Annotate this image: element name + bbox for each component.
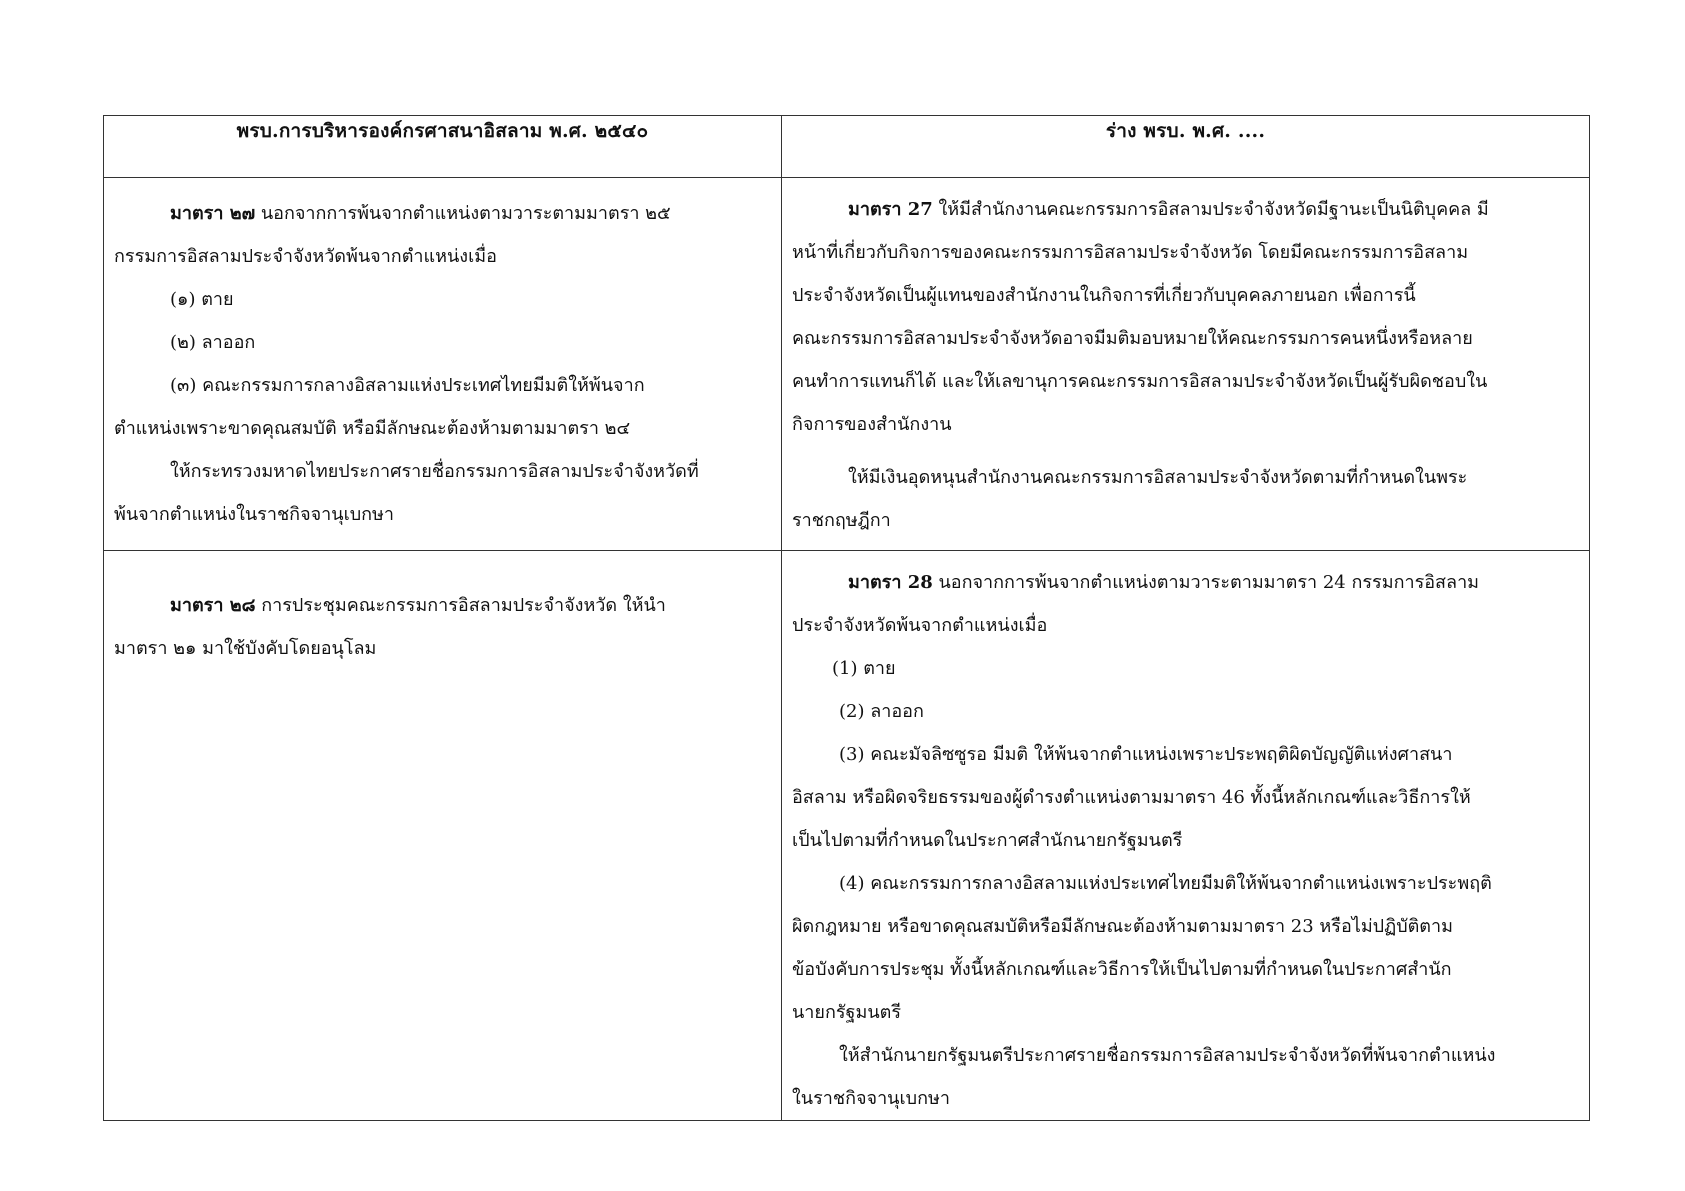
section-27-new-line6: กิจการของสำนักงาน xyxy=(792,414,952,435)
item-3-line3: เป็นไปตามที่กำหนดในประกาศสำนักนายกรัฐมนตรี xyxy=(792,830,1183,851)
paragraph-2-line1: ให้มีเงินอุดหนุนสำนักงานคณะกรรมการอิสลามประจำจังหวัดตามที่กำหนดในพระ xyxy=(848,467,1468,488)
table-row xyxy=(104,178,1590,551)
section-27-new-line5: คนทำการแทนก็ได้ และให้เลขานุการคณะกรรมการอิสลามประจำจังหวัดเป็นผู้รับผิดชอบใน xyxy=(792,371,1488,392)
section-28-old-line2: มาตรา ๒๑ มาใช้บังคับโดยอนุโลม xyxy=(114,638,377,659)
section-28-old-line1 xyxy=(114,584,771,627)
item-2-line: (2) ลาออก xyxy=(839,701,924,722)
comparison-table xyxy=(103,115,1590,1121)
section-27-old-line1 xyxy=(114,192,771,235)
table-header-row xyxy=(104,116,1590,178)
section-label: มาตรา ๒๗ xyxy=(170,203,256,224)
row1-left-cell xyxy=(104,178,782,551)
row1-right-cell xyxy=(782,178,1590,551)
item-2-line: (๒) ลาออก xyxy=(170,332,256,353)
header-left: พรบ.การบริหารองค์กรศาสนาอิสลาม พ.ศ. ๒๕๔๐ xyxy=(104,116,782,178)
item-1-line: (๑) ตาย xyxy=(170,289,234,310)
section-27-old-line2: กรรมการอิสลามประจำจังหวัดพ้นจากตำแหน่งเมื่อ xyxy=(114,246,497,267)
item-4-line2: ผิดกฎหมาย หรือขาดคุณสมบัติหรือมีลักษณะต้องห้ามตามมาตรา 23 หรือไม่ปฏิบัติตาม xyxy=(792,916,1453,937)
section-28-new-line1 xyxy=(792,561,1579,604)
paragraph-2-line1: ให้กระทรวงมหาดไทยประกาศรายชื่อกรรมการอิสลามประจำจังหวัดที่ xyxy=(170,461,699,482)
item-4-line3: ข้อบังคับการประชุม ทั้งนี้หลักเกณฑ์และวิธีการให้เป็นไปตามที่กำหนดในประกาศสำนัก xyxy=(792,959,1452,980)
item-3-line2: ตำแหน่งเพราะขาดคุณสมบัติ หรือมีลักษณะต้องห้ามตามมาตรา ๒๔ xyxy=(114,418,631,439)
section-28-new-line2: ประจำจังหวัดพ้นจากตำแหน่งเมื่อ xyxy=(792,615,1048,636)
paragraph-gap xyxy=(792,446,1579,456)
paragraph-2-line2: ในราชกิจจานุเบกษา xyxy=(792,1088,950,1109)
paragraph-2-line2: ราชกฤษฎีกา xyxy=(792,510,891,531)
row2-right-cell xyxy=(782,551,1590,1121)
section-text: นอกจากการพ้นจากตำแหน่งตามวาระตามมาตรา ๒๕ xyxy=(255,203,671,224)
section-label: มาตรา 28 xyxy=(848,572,933,593)
item-4-line1: (4) คณะกรรมการกลางอิสลามแห่งประเทศไทยมีมติให้พ้นจากตำแหน่งเพราะประพฤติ xyxy=(839,873,1492,894)
item-4-line4: นายกรัฐมนตรี xyxy=(792,1002,901,1023)
section-text: การประชุมคณะกรรมการอิสลามประจำจังหวัด ให้นำ xyxy=(255,595,666,616)
row2-left-cell xyxy=(104,551,782,1121)
section-27-new-line4: คณะกรรมการอิสลามประจำจังหวัดอาจมีมติมอบหมายให้คณะกรรมการคนหนึ่งหรือหลาย xyxy=(792,328,1473,349)
section-label: มาตรา ๒๘ xyxy=(170,595,256,616)
section-27-new-line1 xyxy=(792,188,1579,231)
item-3-line2: อิสลาม หรือผิดจริยธรรมของผู้ดำรงตำแหน่งตามมาตรา 46 ทั้งนี้หลักเกณฑ์และวิธีการให้ xyxy=(792,787,1471,808)
section-text: ให้มีสำนักงานคณะกรรมการอิสลามประจำจังหวัดมีฐานะเป็นนิติบุคคล มี xyxy=(932,199,1489,220)
item-3-line1: (๓) คณะกรรมการกลางอิสลามแห่งประเทศไทยมีมติให้พ้นจาก xyxy=(170,375,645,396)
header-right: ร่าง พรบ. พ.ศ. .... xyxy=(782,116,1590,178)
item-1-line: (1) ตาย xyxy=(832,658,896,679)
section-label: มาตรา 27 xyxy=(848,199,933,220)
section-27-new-line3: ประจำจังหวัดเป็นผู้แทนของสำนักงานในกิจการที่เกี่ยวกับบุคคลภายนอก เพื่อการนี้ xyxy=(792,285,1416,306)
section-text: นอกจากการพ้นจากตำแหน่งตามวาระตามมาตรา 24 กรรมการอิสลาม xyxy=(932,572,1480,593)
table-row xyxy=(104,551,1590,1121)
item-3-line1: (3) คณะมัจลิซซูรอ มีมติ ให้พ้นจากตำแหน่งเพราะประพฤติผิดบัญญัติแห่งศาสนา xyxy=(839,744,1453,765)
paragraph-2-line2: พ้นจากตำแหน่งในราชกิจจานุเบกษา xyxy=(114,504,395,525)
section-27-new-line2: หน้าที่เกี่ยวกับกิจการของคณะกรรมการอิสลามประจำจังหวัด โดยมีคณะกรรมการอิสลาม xyxy=(792,242,1469,263)
paragraph-2-line1: ให้สำนักนายกรัฐมนตรีประกาศรายชื่อกรรมการอิสลามประจำจังหวัดที่พ้นจากตำแหน่ง xyxy=(839,1045,1496,1066)
